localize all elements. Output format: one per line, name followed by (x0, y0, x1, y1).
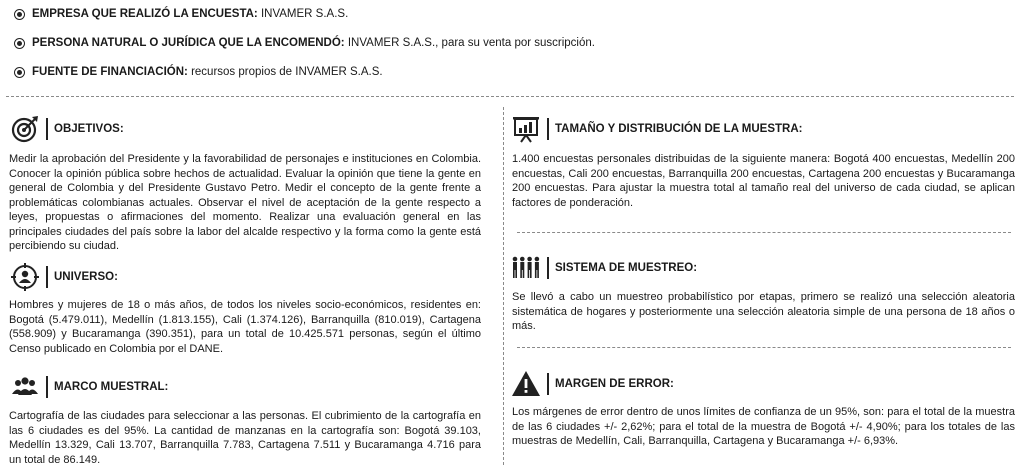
marco-header (10, 372, 168, 402)
presentation-chart-icon (511, 114, 541, 144)
universo-title: UNIVERSO: (54, 271, 118, 283)
margen-header (511, 369, 674, 399)
marco-text: Cartografía de las ciudades para seleccionar a las personas. El cubrimiento de la cartografía en las 6 ciudades es del 95%. La cantidad de manzanas en la cartografía son: Bogotá 39.103, Medellín 13.329, Cali 13.707, Barranquilla 7.783, Cartagena 7.511 y Bucaramanga 4.716 para un total de 86.149. (9, 410, 481, 466)
objetivos-header (10, 114, 124, 144)
empresa-value: INVAMER S.A.S. (257, 8, 349, 20)
objetivos-text: Medir la aprobación del Presidente y la favorabilidad de personajes e instituciones en Colombia. Conocer la opinión pública sobre hechos de actualidad. Evaluar la opinión que tiene la gente en general de Colombia y del Presidente Gustavo Petro. Medir el concepto de la gente frente a problemáticas colombianas actuales. Observar el nivel de aceptación de la gente respecto a leyes, propuestas o afirmaciones del momento. Realizar una evaluación general en las principales ciudades del país sobre la labor del alcalde respectivo y la forma como la gente está percibiendo su ciudad. (9, 153, 481, 252)
sistema-text: Se llevó a cabo un muestreo probabilístico por etapas, primero se realizó una selección aleatoria sistemática de hogares y posteriormente una selección aleatoria simple de una persona de 18 años o más. (512, 291, 1015, 332)
warning-icon (511, 369, 541, 399)
objetivos-title: OBJETIVOS: (54, 123, 124, 135)
people-row-icon (511, 253, 541, 283)
empresa-row (14, 8, 348, 20)
persona-row (14, 37, 595, 49)
marco-title: MARCO MUESTRAL: (54, 381, 169, 393)
fuente-value: recursos propios de INVAMER S.A.S. (187, 66, 383, 78)
group-icon (10, 372, 40, 402)
target-icon (10, 114, 40, 144)
fuente-row (14, 66, 383, 78)
sistema-header (511, 253, 697, 283)
persona-value: INVAMER S.A.S., para su venta por suscripción. (344, 37, 595, 49)
universo-text: Hombres y mujeres de 18 o más años, de todos los niveles socio-económicos, residentes en: Bogotá (5.479.011), Medellín (1.813.155), Cali (1.374.126), Barranquilla (810.019), Cartagena (558.909) y Bucaramanga (390.351), para un total de 10.425.571 personas, según el último Censo publicado en Colombia por el DANE. (9, 299, 481, 355)
person-target-icon (10, 262, 40, 292)
column-divider (503, 107, 504, 465)
margen-title: MARGEN DE ERROR: (555, 378, 674, 390)
tamano-text: 1.400 encuestas personales distribuidas de la siguiente manera: Bogotá 400 encuestas, Medellín 200 encuestas, Cali 200 encuestas, Barranquilla 200 encuestas, Cartagena 200 encuestas y Bucaramanga 200 encuestas. Para ajustar la muestra total al tamaño real del universo de cada ciudad, se aplican factores de ponderación. (512, 153, 1015, 209)
right-divider-2 (517, 347, 1011, 348)
right-divider-1 (517, 232, 1011, 233)
universo-header (10, 262, 118, 292)
radio-bullet-icon (14, 67, 25, 78)
fuente-label: FUENTE DE FINANCIACIÓN: (32, 66, 188, 78)
persona-label: PERSONA NATURAL O JURÍDICA QUE LA ENCOMENDÓ: (32, 37, 345, 49)
radio-bullet-icon (14, 9, 25, 20)
radio-bullet-icon (14, 38, 25, 49)
tamano-title: TAMAÑO Y DISTRIBUCIÓN DE LA MUESTRA: (555, 123, 803, 135)
empresa-label: EMPRESA QUE REALIZÓ LA ENCUESTA: (32, 8, 258, 20)
sistema-title: SISTEMA DE MUESTREO: (555, 262, 698, 274)
top-divider (6, 96, 1014, 97)
tamano-header (511, 114, 802, 144)
margen-text: Los márgenes de error dentro de unos límites de confianza de un 95%, son: para el total de la muestra de las 6 ciudades +/- 2,62%; para el total de la muestra de Bogotá +/- 4,90%; para los totales de las muestras de Medellín, Cali, Barranquilla, Cartagena y Bucaramanga +/- 6,93%. (512, 406, 1015, 447)
